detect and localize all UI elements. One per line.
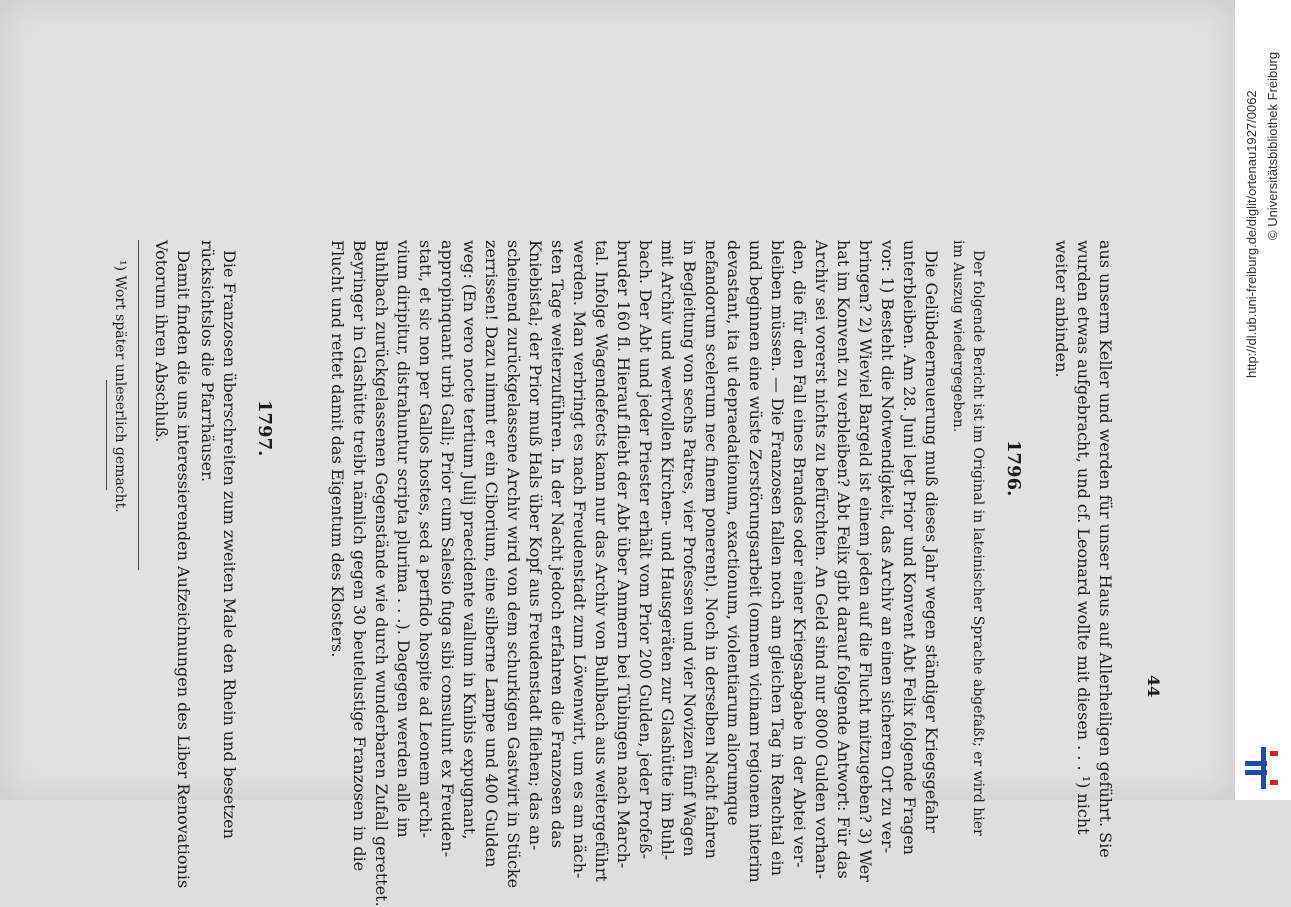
text-line: vor: 1) Besteht die Notwendigkeit, das Archiv an einen sicheren Ort zu ver- [878,240,897,854]
text-line: rücksichtslos die Pfarrhäuser. [198,240,217,483]
text-line: in Begleitung von sechs Patres, vier Professen und vier Novizen fünf Wagen [680,240,699,857]
text-line: mit Archiv und wertvollen Kirchen- und Hausgeräten zur Glashütte im Buhl- [658,240,677,861]
text-line: und beginnen eine wüste Zerstörungsarbeit (omnem vicinam regionem interim [746,240,765,883]
footnote-rule [138,240,139,570]
text-line: vium diripitur, distrahuntur scripta plurima . . .). Dagegen werden alle im [394,240,413,838]
text-line: weiter anbinden. [1052,240,1071,378]
text-line: scheinend zurückgelassene Archiv wird von dem schurkigen Gastwirt in Stücke [504,240,523,889]
text-line: Die Gelübdeerneuerung muß dieses Jahr wegen ständiger Kriegsgefahr [922,250,941,833]
footnote: ¹) Wort später unleserlich gemacht. [112,260,128,513]
page-number: 44 [1144,675,1163,698]
text-line: Flucht und rettet damit das Eigentum des Klosters. [328,240,347,658]
text-line: wurden etwas aufgebracht, und cf. Leonard wollte mit diesen . . . ¹) nicht [1074,240,1093,835]
copyright-notice: © Universitätsbibliothek Freiburg [1265,51,1280,240]
text-line: den, die für den Fall eines Brandes oder einer Kriegsabgabe in der Abtei ver- [790,240,809,868]
text-line: Kniebistal; der Prior muß Hals über Kopf aus Freudenstadt fliehen; das an- [526,240,545,851]
viewer-sidebar [1235,0,1291,800]
text-line: bach. Der Abt und jeder Priester erhält vom Prior 200 Gulden, jeder Profeß- [636,240,655,860]
text-line: aus unserm Keller und werden für unser Haus auf Allerheiligen geführt. Sie [1096,240,1115,858]
text-line: Votorum ihren Abschluß. [152,240,171,443]
text-line: bringen? 2) Wieviel Bargeld ist einem jeden auf die Flucht mitzugeben? 3) Wer [856,240,875,882]
text-line: zerrissen! Dazu nimmt er ein Ciborium, eine silberne Lampe und 400 Gulden [482,240,501,868]
text-line: sten Tage weiterzuführen. In der Nacht jedoch erfahren die Franzosen das [548,240,567,849]
source-url[interactable]: http://dl.ub.uni-freiburg.de/diglit/ortenau1927/0062 [1244,90,1259,378]
text-line: hat im Konvent zu verbleiben? Abt Felix gibt darauf folgende Antwort: Für das [834,240,853,879]
text-line: Beyringer in Glashütte treibt nämlich gegen 30 beutelustige Franzosen in die [350,240,369,872]
text-line: Die Franzosen überschreiten zum zweiten Male den Rhein und besetzen [220,250,239,839]
section-heading-1796: 1796. [1003,440,1024,497]
text-line: statt, et sic non per Gallos hostes, sed a perfido hospite ad Leonem archi- [416,240,435,838]
library-logo-icon [1243,745,1283,791]
text-line: Buhlbach zurückgelassenen Gegenstände wie durch wunderbaren Zufall gerettet. [372,240,391,907]
text-line: devastant, ita ut depraedationum, exactionum, violentiarum aliorumque [724,240,743,826]
text-line: bruder 160 fl. Hierauf flieht der Abt über Ammern bei Tübingen nach March- [614,240,633,869]
section-heading-1797: 1797. [254,400,275,457]
text-line: weg: (En vero nocte tertium Julij praecidente vallum in Knibis expugnant, [460,240,479,840]
section-rule [106,380,107,490]
text-line: nefandorum scelerum nec finem ponerent). Noch in derselben Nacht fahren [702,240,721,859]
editorial-note-line: Der folgende Bericht ist im Original in lateinischer Sprache abgefaßt; er wird hier [970,250,986,836]
text-line: werden. Man verbringt es nach Freudenstadt zum Löwenwirt, um es am näch- [570,240,589,879]
text-line: unterbleiben. Am 28. Juni legt Prior und Konvent Abt Felix folgende Fragen [900,240,919,855]
text-line: appropinquant urbi Galli; Prior cum Salesio fuga sibi consulunt ex Freuden- [438,240,457,858]
text-line: bleiben müssen. — Die Franzosen fallen noch am gleichen Tag in Renchtal ein [768,240,787,876]
editorial-note-line: im Auszug wiedergegeben. [950,240,966,433]
text-line: tal. Infolge Wagendefects kann nur das Archiv von Buhlbach aus weitergeführt [592,240,611,882]
text-line: Archiv sei vorerst nichts zu befürchten. An Geld sind nur 8000 Gulden vorhan- [812,240,831,880]
text-line: Damit finden die uns interessierenden Aufzeichnungen des Liber Renovationis [174,250,193,889]
